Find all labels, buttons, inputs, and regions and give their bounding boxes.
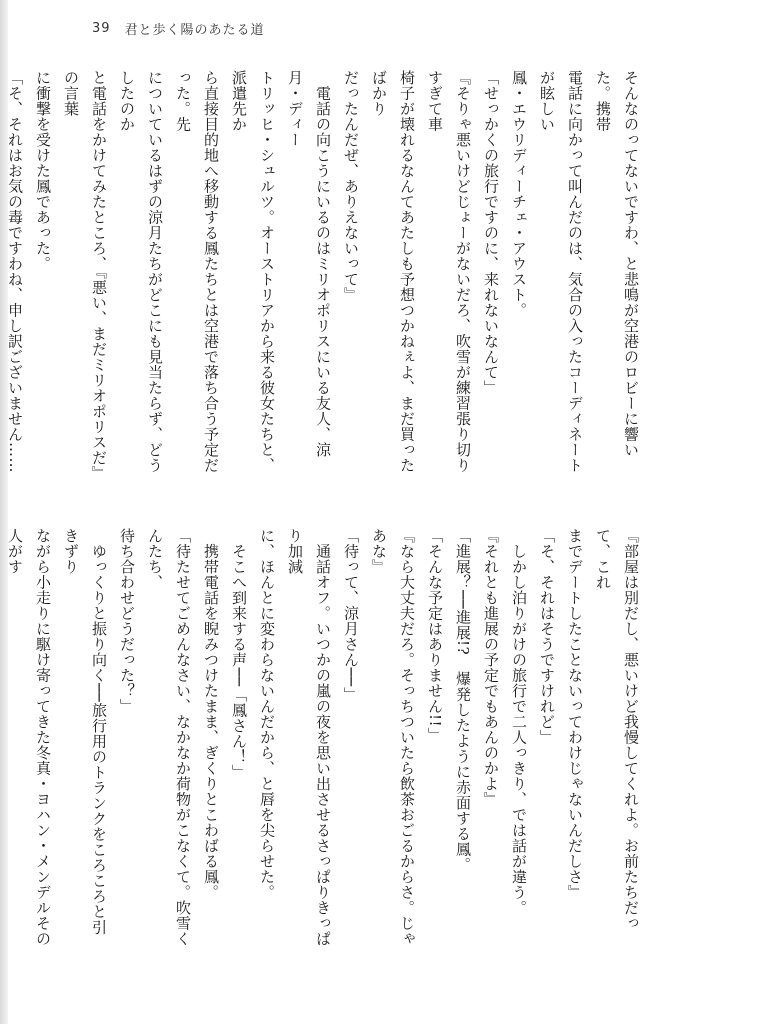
book-page [8, 0, 757, 1024]
page-number: 39 [92, 20, 111, 36]
text-line [0, 528, 1, 948]
text-line: 「せっかくの旅行ですのに、来れないなんて」 [482, 70, 500, 396]
text-line: ながら小走りに駆け寄ってきた冬真・ヨハン・メンデルその人がす [6, 528, 52, 947]
text-block-top [0, 70, 645, 480]
running-header [92, 18, 265, 38]
text-line: 「待たせてごめんなさい、なかなか荷物がこなくて。吹雪くんたち、 [146, 528, 192, 947]
text-line: トリッヒ・シュルツ。オーストリアから来る彼女たちと、派遣先か [230, 70, 276, 473]
text-line: 椅子が壊れるなんてあたしも予想つかねぇよ、まだ買ったばかり [370, 70, 416, 473]
text-line: しかし泊りがけの旅行で二人っきり、では話が違う。 [510, 528, 528, 916]
text-line: に衝撃を受けた鳳であった。 [34, 70, 52, 272]
text-line: 携帯電話を睨みつけたまま、ぎくりとこわばる鳳。 [202, 528, 220, 900]
text-line: そんなのってないですわ、と悲鳴が空港のロビーに響いた。携帯 [594, 70, 640, 458]
text-line: 「待って、涼月さん──」 [342, 528, 360, 703]
text-line: 「そ、それはそうですけれど」 [538, 528, 556, 745]
text-line: 「そんな予定はありません!!」 [426, 528, 444, 743]
text-line: 『なら大丈夫だろ。そっちついたら飲茶おごるからさ。じゃあな』 [370, 528, 416, 947]
text-line: までデートしたことないってわけじゃないんだしさ』 [566, 528, 584, 900]
text-line: 電話に向かって叫んだのは、気合の入ったコーディネートが眩しい [538, 70, 584, 473]
text-line: についているはずの涼月たちがどこにも見当たらず、どうしたのか [118, 70, 164, 473]
book-title: 君と歩く陽のあたる道 [124, 22, 265, 38]
text-line: 「進展？──進展!? 爆発したように赤面する鳳。 [454, 528, 472, 873]
text-line: 鳳・エウリディーチェ・アウスト。 [510, 70, 528, 318]
text-line: に、ほんとに変わらないんだから、と唇を尖らせた。 [258, 528, 276, 900]
text-block-bottom [0, 528, 645, 948]
text-line: そこへ到来する声──「鳳さん！」 [230, 528, 248, 780]
text-line: 待ち合わせどうだった？」 [118, 528, 136, 714]
text-line: ら直接目的地へ移動する鳳たちとは空港で落ち合う予定だった。先 [174, 70, 220, 473]
text-line: 電話の向こうにいるのはミリオポリスにいる友人、涼月・ディー [286, 70, 332, 458]
text-line: と電話をかけてみたところ、『悪い、まだミリオポリスだ』の言葉 [62, 70, 108, 474]
text-line: 『そりゃ悪いけどじょーがないだろ、吹雪が練習張り切りすぎて車 [426, 70, 472, 473]
text-line: だったんだぜ、ありえないって』 [342, 70, 360, 303]
text-line: 通話オフ。いつかの嵐の夜を思い出させるさっぱりきっぱり加減 [286, 528, 332, 947]
text-line: 「そ、それはお気の毒ですわね、申し訳ございません…… [6, 70, 24, 473]
text-line: ゆっくりと振り向く──旅行用のトランクをころころと引きずり [62, 528, 108, 935]
text-line: 『それとも進展の予定でもあんのかよ』 [482, 528, 500, 807]
text-line: 『部屋は別だし、悪いけど我慢してくれよ。お前たちだって、これ [594, 528, 640, 931]
